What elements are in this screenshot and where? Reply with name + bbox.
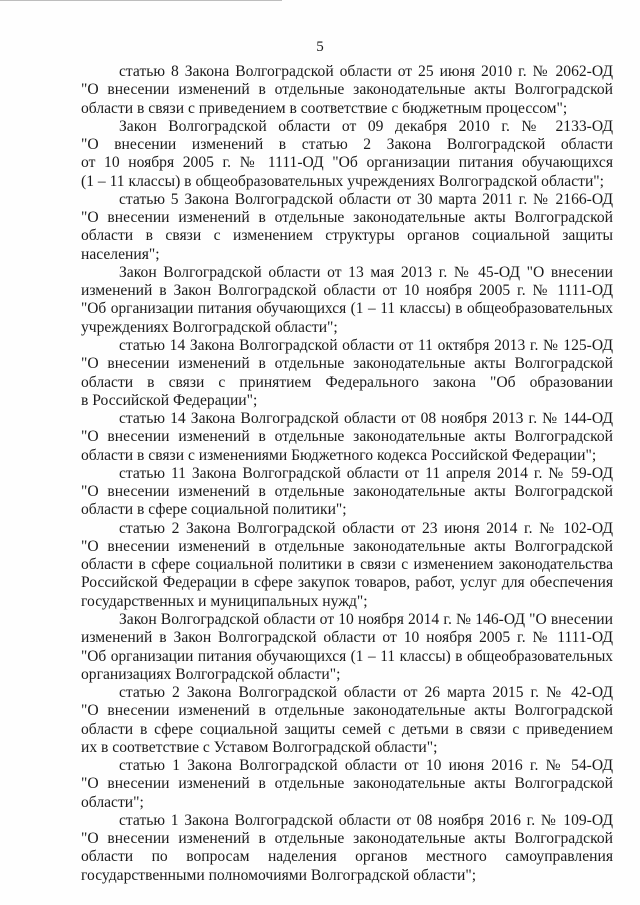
text-line: статью 2 Закона Волгоградской области от 26 марта 2015 г. № 42-ОД <box>119 684 613 702</box>
document-body <box>81 63 613 885</box>
text-line: области в связи с приведением в соответствие с бюджетным процессом"; <box>81 99 568 117</box>
text-line: статью 1 Закона Волгоградской области от 10 июня 2016 г. № 54-ОД <box>119 757 613 775</box>
text-line: "О внесении изменений в отдельные законодательные акты Волгоградской <box>81 537 613 555</box>
text-line: "О внесении изменений в отдельные законодательные акты Волгоградской <box>81 81 613 99</box>
text-line: статью 14 Закона Волгоградской области от 11 октября 2013 г. № 125-ОД <box>119 336 613 354</box>
text-line: от 10 ноября 2005 г. № 1111-ОД "Об организации питания обучающихся <box>81 154 613 172</box>
text-line: учреждениях Волгоградской области"; <box>81 318 338 336</box>
text-line: области в связи с принятием Федерального закона "Об образовании <box>81 373 613 391</box>
text-line: "О внесении изменений в отдельные законодательные акты Волгоградской <box>81 355 613 373</box>
text-line: населения"; <box>81 245 160 263</box>
text-line: Закон Волгоградской области от 13 мая 2013 г. № 45-ОД "О внесении <box>119 263 613 281</box>
text-line: Закон Волгоградской области от 10 ноября 2014 г. № 146-ОД "О внесении <box>119 610 613 628</box>
paragraph <box>81 410 613 465</box>
paragraph <box>81 465 613 520</box>
text-line: государственными полномочиями Волгоградской области"; <box>81 866 477 884</box>
text-line: государственных и муниципальных нужд"; <box>81 592 368 610</box>
text-line: статью 11 Закона Волгоградской области от 11 апреля 2014 г. № 59-ОД <box>119 464 613 482</box>
text-line: организациях Волгоградской области"; <box>81 665 341 683</box>
text-line: Закон Волгоградской области от 09 декабря 2010 г. № 2133-ОД <box>119 117 613 135</box>
text-line: изменений в Закон Волгоградской области от 10 ноября 2005 г. № 1111-ОД <box>81 629 613 647</box>
text-line: Российской Федерации в сфере закупок товаров, работ, услуг для обеспечения <box>81 574 613 592</box>
text-line: "Об организации питания обучающихся (1 – 11 классы) в общеобразовательных <box>81 300 613 318</box>
text-line: "О внесении изменений в отдельные законодательные акты Волгоградской <box>81 428 613 446</box>
text-line: области в сфере социальной политики"; <box>81 501 347 519</box>
paragraph <box>81 118 613 191</box>
text-line: в Российской Федерации"; <box>81 391 258 409</box>
text-line: статью 14 Закона Волгоградской области от 08 ноября 2013 г. № 144-ОД <box>119 410 613 428</box>
paragraph <box>81 812 613 885</box>
paragraph <box>81 63 613 118</box>
paragraph <box>81 757 613 812</box>
text-line: "О внесении изменений в отдельные законодательные акты Волгоградской <box>81 209 613 227</box>
text-line: области по вопросам наделения органов местного самоуправления <box>81 848 613 866</box>
paragraph <box>81 684 613 757</box>
text-line: статью 8 Закона Волгоградской области от 25 июня 2010 г. № 2062-ОД <box>119 63 613 80</box>
paragraph <box>81 337 613 410</box>
text-line: области в сфере социальной защиты семей с детьми в связи с приведением <box>81 720 613 738</box>
text-line: "О внесении изменений в отдельные законодательные акты Волгоградской <box>81 702 613 720</box>
paragraph <box>81 520 613 611</box>
text-line: "О внесении изменений в отдельные законодательные акты Волгоградской <box>81 483 613 501</box>
text-line: их в соответствие с Уставом Волгоградской области"; <box>81 738 438 756</box>
text-line: "О внесении изменений в статью 2 Закона Волгоградской области <box>81 136 613 154</box>
text-line: области"; <box>81 793 144 811</box>
text-line: "Об организации питания обучающихся (1 – 11 классы) в общеобразовательных <box>81 647 613 665</box>
text-line: области в связи с изменением структуры органов социальной защиты <box>81 227 613 245</box>
text-line: "О внесении изменений в отдельные законодательные акты Волгоградской <box>81 775 613 793</box>
paragraph <box>81 611 613 684</box>
paragraph <box>81 264 613 337</box>
text-line: изменений в Закон Волгоградской области от 10 ноября 2005 г. № 1111-ОД <box>81 282 613 300</box>
scan-edge-line <box>0 0 282 1</box>
text-line: (1 – 11 классы) в общеобразовательных учреждениях Волгоградской области"; <box>81 172 604 190</box>
text-line: статью 2 Закона Волгоградской области от 23 июня 2014 г. № 102-ОД <box>119 519 613 537</box>
text-line: области в сфере социальной политики в связи с изменением законодательства <box>81 556 613 574</box>
paragraph <box>81 191 613 264</box>
text-line: статью 1 Закона Волгоградской области от 08 ноября 2016 г. № 109-ОД <box>119 811 613 829</box>
text-line: области в связи с изменениями Бюджетного кодекса Российской Федерации"; <box>81 446 597 464</box>
page-number: 5 <box>316 39 324 55</box>
text-line: статью 5 Закона Волгоградской области от 30 марта 2011 г. № 2166-ОД <box>119 190 613 208</box>
text-line: "О внесении изменений в отдельные законодательные акты Волгоградской <box>81 830 613 848</box>
